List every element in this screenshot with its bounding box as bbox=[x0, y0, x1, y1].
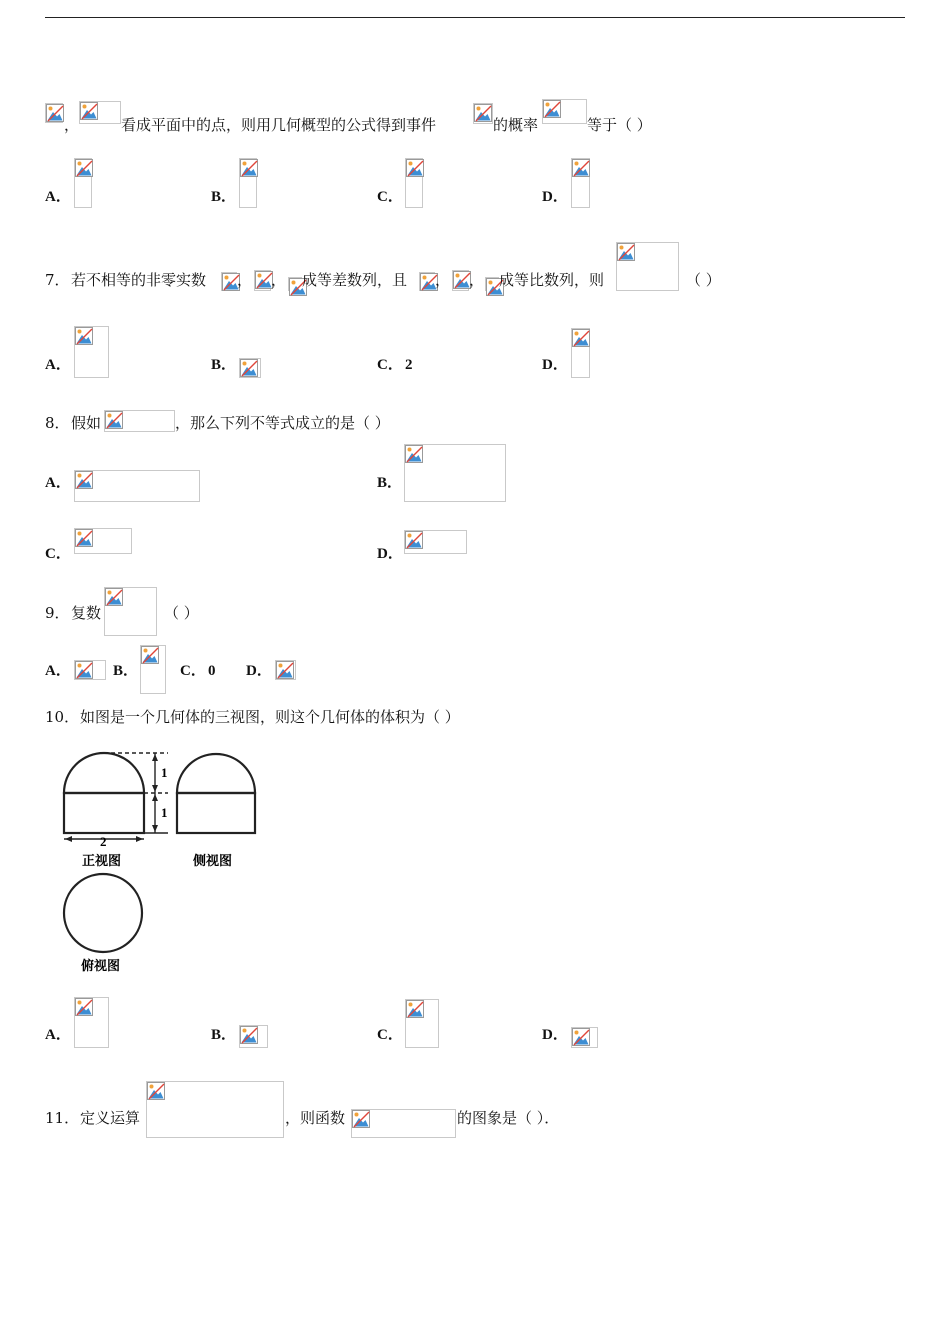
broken-image-icon bbox=[75, 998, 93, 1016]
option-formula-image bbox=[275, 660, 296, 680]
formula-image bbox=[45, 103, 63, 123]
q10-option-c-label: C． bbox=[377, 1027, 403, 1043]
q9-number: 9． bbox=[45, 604, 70, 622]
broken-image-icon bbox=[405, 445, 423, 463]
broken-image-icon bbox=[141, 646, 159, 664]
formula-image bbox=[221, 272, 237, 291]
q6-separator: ， bbox=[64, 116, 80, 134]
q7-answer-paren: （ ） bbox=[686, 271, 721, 289]
formula-image bbox=[79, 101, 121, 124]
formula-image bbox=[452, 270, 469, 291]
q7-comma: ， bbox=[469, 271, 485, 289]
q10-option-a-label: A． bbox=[45, 1027, 71, 1043]
q11-text-1: 定义运算 bbox=[80, 1109, 141, 1127]
q7-number: 7． bbox=[45, 271, 70, 289]
q9-answer-paren: （ ） bbox=[164, 604, 199, 622]
q10-option-b-label: B． bbox=[211, 1027, 237, 1043]
formula-image bbox=[351, 1109, 456, 1138]
option-formula-image bbox=[239, 158, 257, 208]
option-formula-image bbox=[74, 470, 200, 502]
q6-option-b-label: B． bbox=[211, 189, 237, 205]
q6-option-a-label: A． bbox=[45, 189, 71, 205]
option-formula-image bbox=[74, 660, 106, 680]
dim-label-width: 2 bbox=[100, 834, 107, 849]
option-formula-image bbox=[571, 1027, 598, 1048]
formula-image bbox=[254, 270, 271, 291]
formula-image bbox=[419, 272, 435, 291]
formula-image bbox=[288, 277, 302, 291]
broken-image-icon bbox=[406, 159, 424, 177]
broken-image-icon bbox=[572, 159, 590, 177]
q10-number: 10． bbox=[45, 708, 80, 726]
broken-image-icon bbox=[240, 159, 258, 177]
top-view bbox=[64, 874, 142, 952]
broken-image-icon bbox=[617, 243, 635, 261]
front-view bbox=[64, 753, 144, 833]
q7-comma: ， bbox=[435, 271, 451, 289]
option-formula-image bbox=[571, 158, 590, 208]
broken-image-icon bbox=[75, 529, 93, 547]
q8-option-d-label: D． bbox=[377, 546, 403, 562]
option-formula-image bbox=[571, 328, 590, 378]
dim-label-bottom: 1 bbox=[161, 805, 168, 820]
q9-option-c-label: C． bbox=[180, 663, 206, 679]
broken-image-icon bbox=[147, 1082, 165, 1100]
q6-text-2: 的概率 bbox=[493, 116, 539, 134]
broken-image-icon bbox=[240, 359, 258, 377]
option-formula-image bbox=[74, 326, 109, 378]
broken-image-icon bbox=[543, 100, 561, 118]
q9-option-b-label: B． bbox=[113, 663, 139, 679]
broken-image-icon bbox=[105, 588, 123, 606]
formula-image bbox=[616, 242, 679, 291]
broken-image-icon bbox=[572, 1028, 590, 1046]
q6-text-1: 看成平面中的点，则用几何概型的公式得到事件 bbox=[121, 116, 437, 134]
formula-image bbox=[104, 410, 175, 432]
option-formula-image bbox=[405, 158, 423, 208]
q11-text-2: ，则函数 bbox=[285, 1109, 346, 1127]
broken-image-icon bbox=[75, 159, 93, 177]
q7-text-3: 成等比数列，则 bbox=[499, 271, 605, 289]
broken-image-icon bbox=[474, 104, 492, 122]
option-formula-image bbox=[74, 997, 109, 1048]
q8-option-a-label: A． bbox=[45, 475, 71, 491]
option-formula-image bbox=[239, 1025, 268, 1048]
q8-number: 8． bbox=[45, 414, 70, 432]
q6-text-3: 等于（ ） bbox=[587, 116, 652, 134]
q6-option-c-label: C． bbox=[377, 189, 403, 205]
q7-option-d-label: D． bbox=[542, 357, 568, 373]
q11-text-3: 的图象是（ ）． bbox=[457, 1109, 560, 1127]
option-formula-image bbox=[405, 999, 439, 1048]
option-formula-image bbox=[140, 645, 166, 694]
q10-text: 如图是一个几何体的三视图，则这个几何体的体积为（ ） bbox=[80, 708, 460, 726]
broken-image-icon bbox=[405, 531, 423, 549]
broken-image-icon bbox=[75, 471, 93, 489]
formula-image bbox=[542, 99, 587, 124]
broken-image-icon bbox=[46, 104, 64, 122]
dim-label-top: 1 bbox=[161, 765, 168, 780]
broken-image-icon bbox=[572, 329, 590, 347]
q10-option-d-label: D． bbox=[542, 1027, 568, 1043]
q7-option-c-value: 2 bbox=[405, 357, 413, 373]
q9-text-1: 复数 bbox=[71, 604, 102, 622]
q6-option-d-label: D． bbox=[542, 189, 568, 205]
option-formula-image bbox=[239, 358, 261, 378]
formula-image bbox=[104, 587, 157, 636]
header-rule bbox=[45, 17, 905, 18]
q9-option-d-label: D． bbox=[246, 663, 272, 679]
option-formula-image bbox=[74, 528, 132, 554]
q11-number: 11． bbox=[45, 1109, 80, 1127]
front-view-label: 正视图 bbox=[82, 854, 122, 869]
option-formula-image bbox=[404, 444, 506, 502]
formula-image bbox=[473, 103, 493, 124]
broken-image-icon bbox=[276, 661, 294, 679]
q7-option-b-label: B． bbox=[211, 357, 237, 373]
q8-option-c-label: C． bbox=[45, 546, 71, 562]
option-formula-image bbox=[74, 158, 92, 208]
option-formula-image bbox=[404, 530, 467, 554]
broken-image-icon bbox=[352, 1110, 370, 1128]
q7-comma: ， bbox=[271, 271, 287, 289]
broken-image-icon bbox=[406, 1000, 424, 1018]
dimension-lines bbox=[64, 753, 168, 839]
side-view-label: 侧视图 bbox=[193, 854, 233, 869]
q9-option-a-label: A． bbox=[45, 663, 71, 679]
q9-option-c-value: 0 bbox=[208, 663, 216, 679]
formula-image bbox=[146, 1081, 284, 1138]
q7-option-a-label: A． bbox=[45, 357, 71, 373]
broken-image-icon bbox=[75, 327, 93, 345]
formula-image bbox=[485, 277, 499, 291]
q7-comma: ， bbox=[237, 271, 253, 289]
q7-text-2: 成等差数列，且 bbox=[302, 271, 408, 289]
q7-text-1: 若不相等的非零实数 bbox=[71, 271, 207, 289]
top-view-label: 俯视图 bbox=[81, 959, 121, 974]
q8-text-1: 假如 bbox=[71, 414, 102, 432]
broken-image-icon bbox=[105, 411, 123, 429]
three-view-figure bbox=[55, 745, 270, 980]
q8-text-2: ，那么下列不等式成立的是（ ） bbox=[175, 414, 390, 432]
side-view bbox=[177, 754, 255, 833]
broken-image-icon bbox=[80, 102, 98, 120]
broken-image-icon bbox=[75, 661, 93, 679]
broken-image-icon bbox=[240, 1026, 258, 1044]
q8-option-b-label: B． bbox=[377, 475, 403, 491]
q7-option-c-label: C． bbox=[377, 357, 403, 373]
